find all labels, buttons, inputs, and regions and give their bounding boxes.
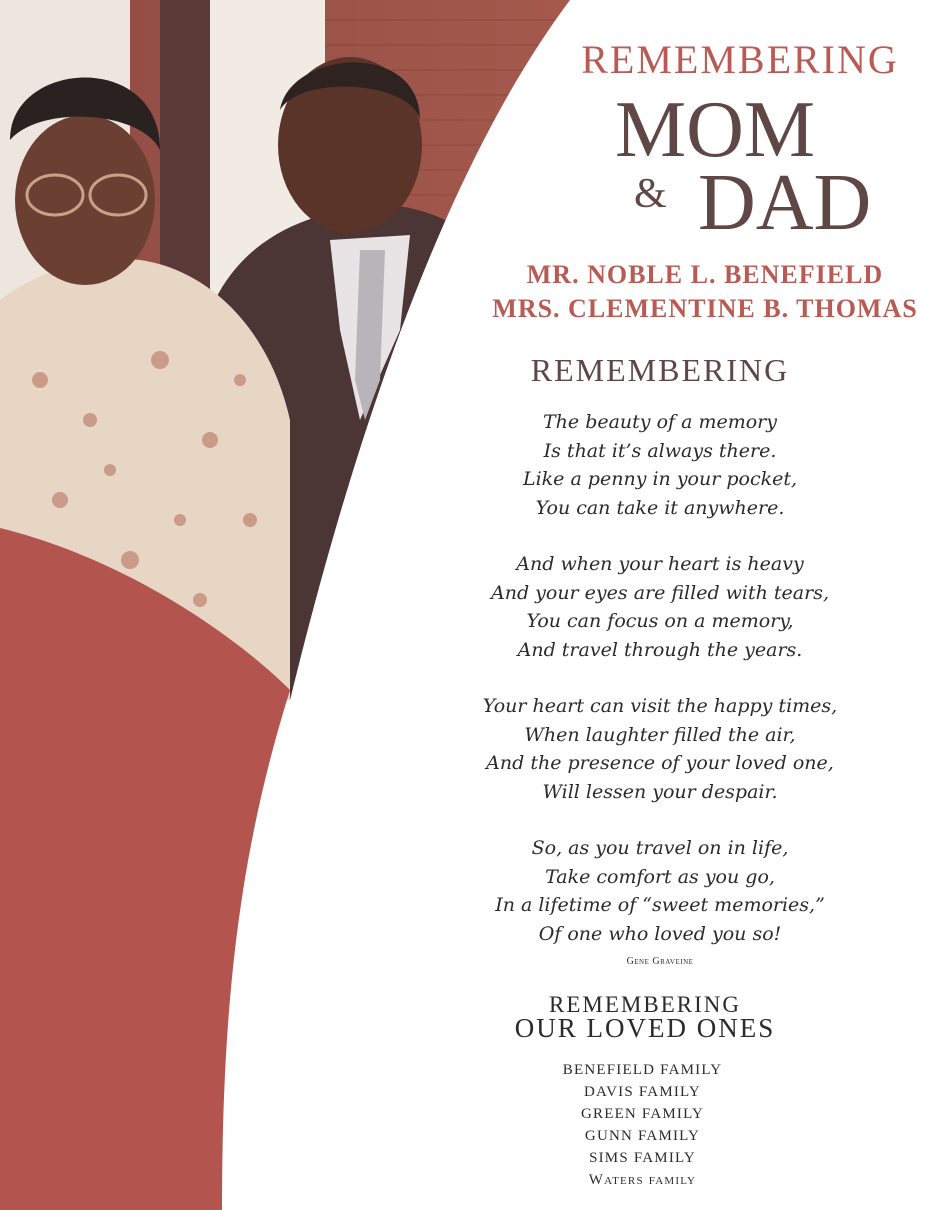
poem-line: In a lifetime of “sweet memories,” [495, 894, 825, 916]
header-dad: DAD [698, 159, 872, 247]
loved-ones-title: REMEMBERING [549, 992, 741, 1017]
poem-line: You can focus on a memory, [526, 610, 794, 632]
poem-line: And your eyes are filled with tears, [490, 581, 829, 604]
poem-line: And travel through the years. [517, 638, 803, 661]
family-item: BENEFIELD FAMILY [562, 1062, 723, 1078]
poem-line: And when your heart is heavy [516, 553, 804, 575]
poem-line: The beauty of a memory [543, 411, 777, 433]
family-item: GUNN FAMILY [584, 1128, 701, 1144]
header-mom: MOM [614, 86, 816, 174]
poem-line: And the presence of your loved one, [486, 752, 834, 774]
family-item: GREEN FAMILY [580, 1106, 705, 1122]
poem-title: REMEMBERING [530, 352, 790, 388]
poem-line: Is that it’s always there. [543, 439, 777, 462]
loved-ones-subtitle: OUR LOVED ONES [514, 1013, 776, 1043]
family-item: Waters family [588, 1172, 697, 1188]
honoree-name: MRS. CLEMENTINE B. THOMAS [492, 294, 918, 323]
poem-stanza [460, 550, 860, 664]
poem-line: When laughter filled the air, [524, 723, 796, 746]
poem-line: Like a penny in your pocket, [522, 468, 798, 490]
family-item: DAVIS FAMILY [584, 1084, 701, 1100]
family-list [520, 1059, 765, 1191]
poem-line: Take comfort as you go, [545, 865, 775, 888]
poem-line: You can take it anywhere. [535, 496, 785, 519]
header-ampersand: & [634, 171, 667, 217]
poem-line: Will lessen your despair. [542, 780, 778, 803]
poem-stanza [460, 692, 860, 806]
poem-stanza [460, 408, 860, 522]
poem [460, 408, 860, 976]
poem-line: Of one who loved you so! [538, 922, 782, 945]
header-remembering: REMEMBERING [581, 37, 899, 82]
family-item: SIMS FAMILY [589, 1150, 696, 1166]
poem-line: So, as you travel on in life, [531, 837, 789, 859]
poem-line: Your heart can visit the happy times, [482, 695, 838, 717]
poem-stanza [460, 834, 860, 948]
honoree-name: MR. NOBLE L. BENEFIELD [526, 260, 884, 289]
poem-author: Gene Graveine [626, 956, 694, 967]
